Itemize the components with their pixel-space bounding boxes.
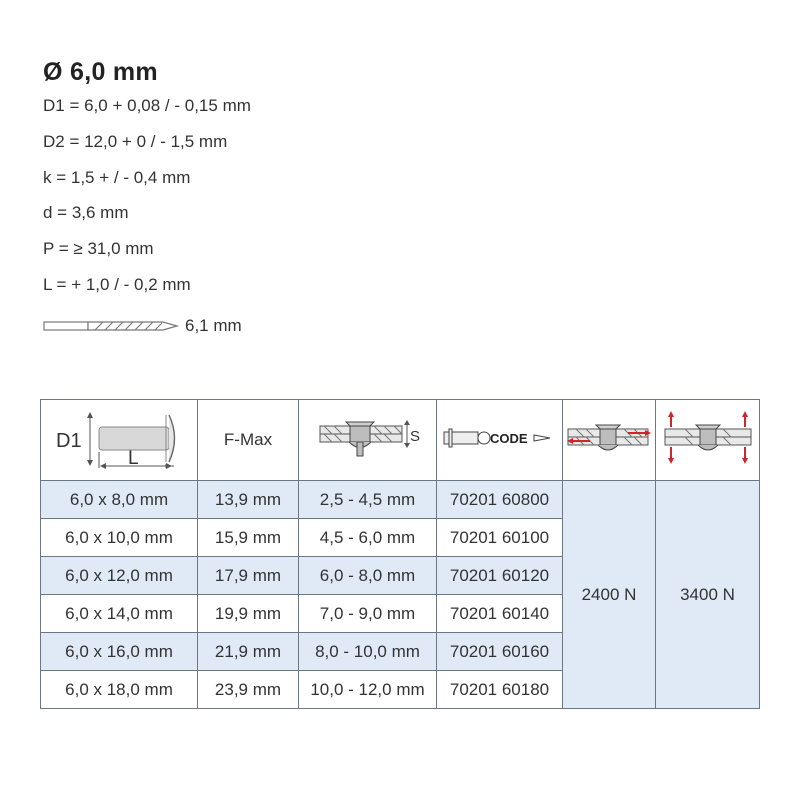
spec-block [43, 58, 251, 310]
cell-grip: 4,5 - 6,0 mm [299, 519, 437, 557]
cell-grip: 6,0 - 8,0 mm [299, 557, 437, 595]
spec-p: P = ≥ 31,0 mm [43, 239, 154, 259]
code-rivet-icon [442, 423, 558, 453]
drill-size-label: 6,1 mm [185, 316, 242, 335]
cell-code: 70201 60180 [437, 671, 563, 709]
cell-code: 70201 60160 [437, 633, 563, 671]
drill-bit-icon [43, 316, 179, 336]
cell-size: 6,0 x 16,0 mm [41, 633, 198, 671]
table-row [41, 481, 760, 519]
header-grip [299, 400, 437, 481]
header-shear [563, 400, 656, 481]
cell-fmax: 15,9 mm [198, 519, 299, 557]
spec-k: k = 1,5 + / - 0,4 mm [43, 167, 191, 187]
s-label: S [409, 427, 420, 445]
cell-tensile-force: 3400 N [656, 481, 760, 709]
cell-grip: 8,0 - 10,0 mm [299, 633, 437, 671]
cell-shear-force: 2400 N [563, 481, 656, 709]
cell-fmax: 13,9 mm [198, 481, 299, 519]
table-header [41, 400, 760, 481]
cell-grip: 10,0 - 12,0 mm [299, 671, 437, 709]
grip-range-icon [318, 413, 418, 463]
cell-code: 70201 60140 [437, 595, 563, 633]
cell-fmax: 23,9 mm [198, 671, 299, 709]
cell-size: 6,0 x 18,0 mm [41, 671, 198, 709]
l-label: L [128, 447, 139, 469]
cell-code: 70201 60120 [437, 557, 563, 595]
tensile-force-icon [663, 410, 753, 466]
d1-label: D1 [56, 429, 82, 452]
cell-grip: 7,0 - 9,0 mm [299, 595, 437, 633]
cell-size: 6,0 x 8,0 mm [41, 481, 198, 519]
rivet-dimension-icon [54, 402, 184, 474]
cell-size: 6,0 x 12,0 mm [41, 557, 198, 595]
cell-fmax: 19,9 mm [198, 595, 299, 633]
spec-d2: D2 = 12,0 + 0 / - 1,5 mm [43, 131, 228, 151]
cell-fmax: 17,9 mm [198, 557, 299, 595]
header-dimension [41, 400, 198, 481]
drill-size [43, 316, 242, 336]
header-code [437, 400, 563, 481]
header-fmax: F-Max [198, 400, 299, 481]
code-label: CODE [489, 430, 528, 446]
cell-fmax: 21,9 mm [198, 633, 299, 671]
cell-grip: 2,5 - 4,5 mm [299, 481, 437, 519]
cell-size: 6,0 x 10,0 mm [41, 519, 198, 557]
spec-d1: D1 = 6,0 + 0,08 / - 0,15 mm [43, 96, 251, 115]
diameter-title: Ø 6,0 mm [43, 58, 158, 86]
cell-code: 70201 60100 [437, 519, 563, 557]
cell-size: 6,0 x 14,0 mm [41, 595, 198, 633]
spec-l: L = + 1,0 / - 0,2 mm [43, 274, 191, 294]
shear-force-icon [566, 416, 652, 460]
spec-d: d = 3,6 mm [43, 203, 129, 223]
header-tensile [656, 400, 760, 481]
cell-code: 70201 60800 [437, 481, 563, 519]
rivet-table [40, 399, 760, 709]
